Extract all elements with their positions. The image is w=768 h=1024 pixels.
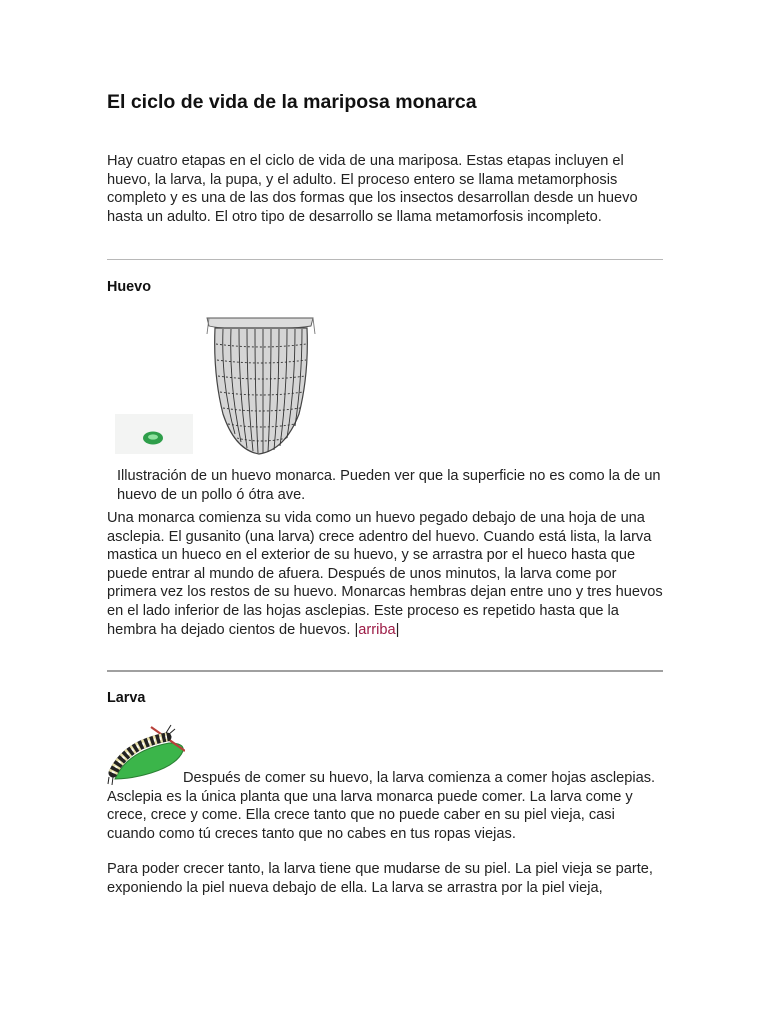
monarch-egg-illustration bbox=[115, 314, 325, 460]
section-heading-larva: Larva bbox=[107, 690, 146, 706]
link-bracket-close: | bbox=[395, 621, 400, 638]
egg-body-text: Una monarca comienza su vida como un huevo pegado debajo de una hoja de una asclepia. El gusanito (una larva) crece adentro del huevo. Cuando está lista, la larva mastica un hueco en el exterior de su huevo, y se arrastra por el hueco hasta que puede entrar al mundo de afuera. Después de unos minutos, la larva come por primera vez los restos de su huevo. Monarcas hembras dejan entre uno y tres huevos en el lado inferior de las hojas asclepias. Este proceso es repetido hasta que la hembra ha dejado cientos de huevos. bbox=[107, 510, 663, 638]
intro-paragraph: Hay cuatro etapas en el ciclo de vida de una mariposa. Estas etapas incluyen el huevo, la larva, la pupa, y el adulto. El proceso entero se llama metamorphosis completo y es una de las dos formas que los insectos desarrollan desde un huevo hasta un adulto. El otro tipo de desarrollo se llama metamorfosis incompleto. bbox=[107, 153, 638, 225]
egg-paragraph bbox=[107, 509, 663, 639]
section-divider bbox=[107, 259, 663, 260]
section-heading-huevo: Huevo bbox=[107, 279, 151, 295]
larva-paragraph bbox=[107, 769, 663, 843]
larva-body-text: Después de comer su huevo, la larva comienza a comer hojas asclepias. Asclepia es la única planta que una larva monarca puede comer. La larva come y crece, crece y come. Ella crece tanto que no puede caber en su piel vieja, casi cuando como tú creces tanto que no cabes en tus ropas viejas. bbox=[107, 770, 656, 842]
page-title: El ciclo de vida de la mariposa monarca bbox=[107, 91, 477, 113]
molt-paragraph: Para poder crecer tanto, la larva tiene que mudarse de su piel. La piel vieja se parte, exponiendo la piel nueva debajo de ella. La larva se arrastra por la piel vieja, bbox=[107, 861, 653, 896]
egg-caption: Illustración de un huevo monarca. Pueden ver que la superficie no es como la de un huevo de un pollo ó ótra ave. bbox=[117, 468, 661, 503]
egg-drawing bbox=[207, 318, 315, 454]
link-bracket-open: | bbox=[354, 621, 359, 638]
arriba-link[interactable]: arriba bbox=[358, 621, 396, 638]
section-divider bbox=[107, 670, 663, 672]
